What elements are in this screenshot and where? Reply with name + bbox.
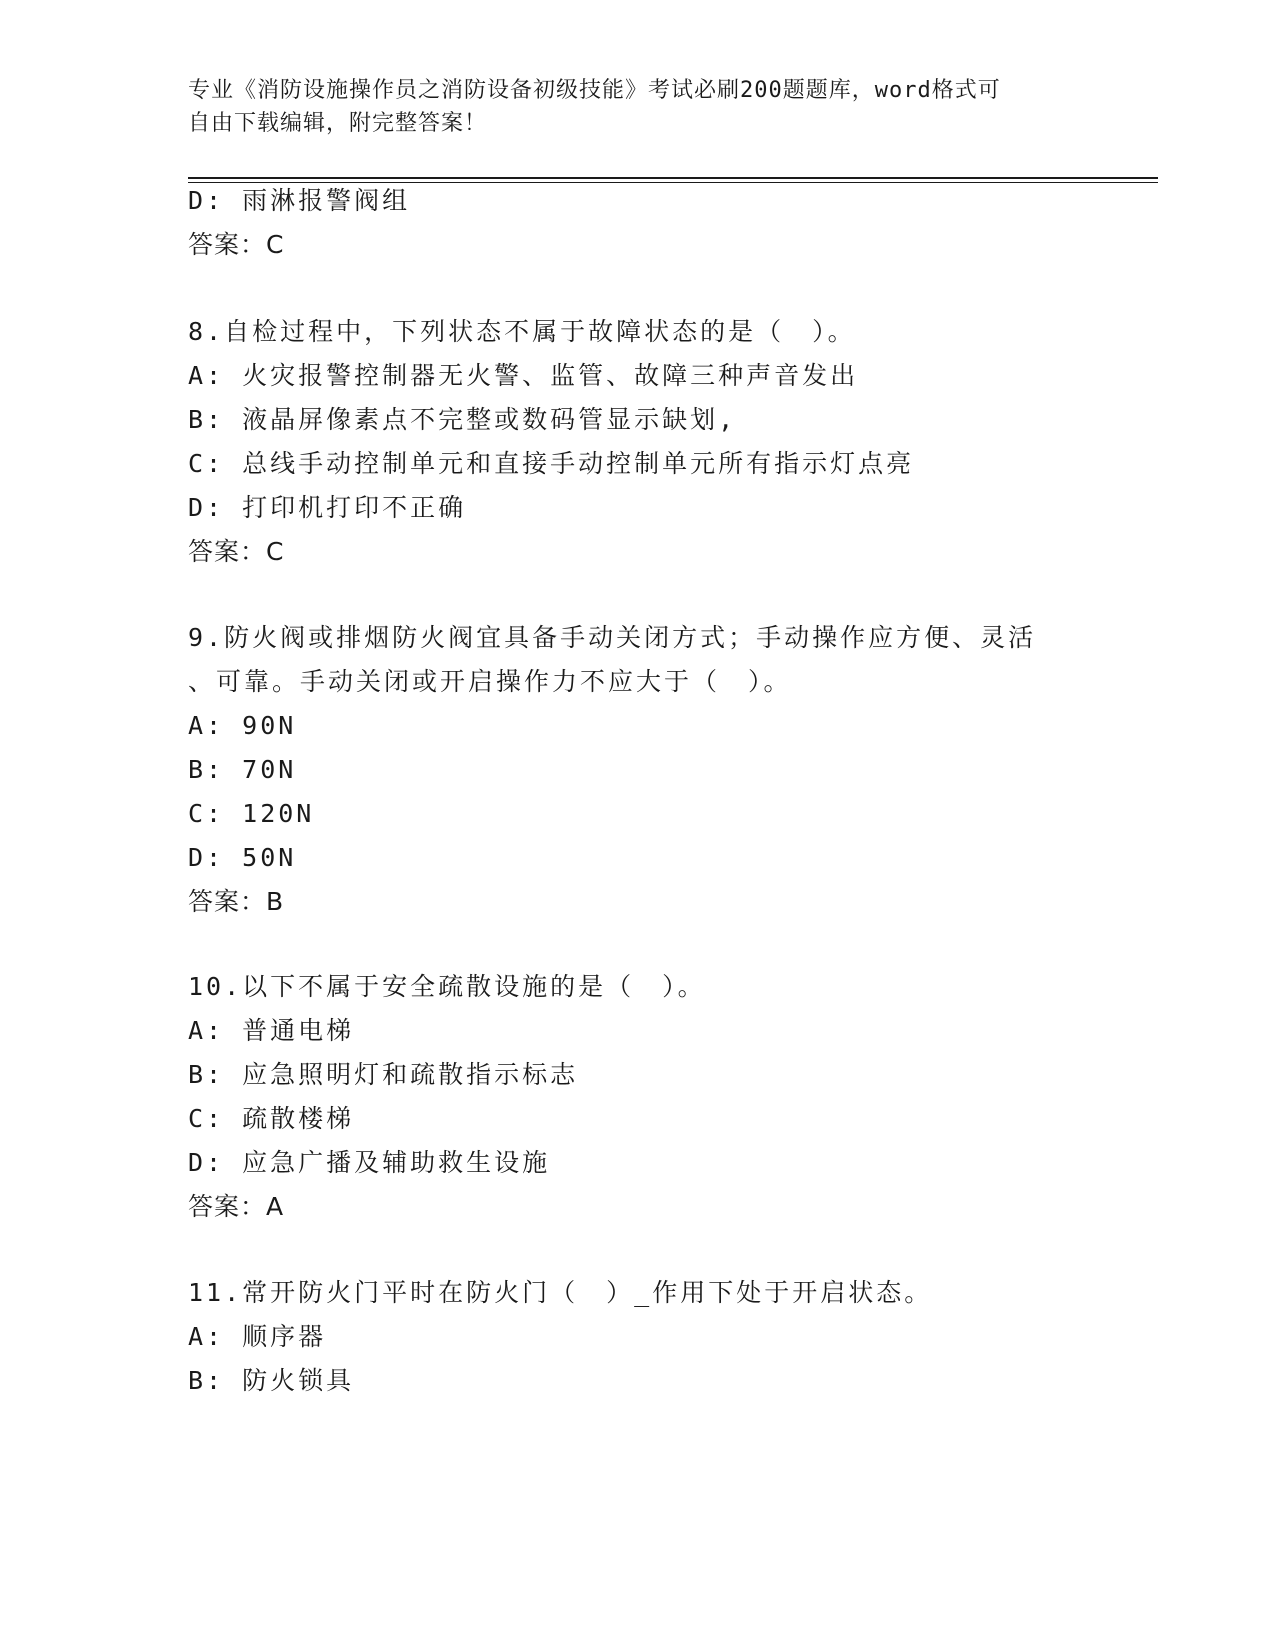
q9-answer: 答案：B — [188, 887, 285, 916]
q10-option-d: D: 应急广播及辅助救生设施 — [188, 1148, 551, 1177]
q8-answer: 答案：C — [188, 537, 285, 566]
q8-option-b: B: 液晶屏像素点不完整或数码管显示缺划, — [188, 405, 737, 434]
q10-option-a: A: 普通电梯 — [188, 1016, 355, 1045]
q8-option-d: D: 打印机打印不正确 — [188, 493, 467, 522]
q10-option-c: C: 疏散楼梯 — [188, 1104, 355, 1133]
q7-option-d: D: 雨淋报警阀组 — [188, 186, 411, 215]
header-line-1: 专业《消防设施操作员之消防设备初级技能》考试必刷200题题库，word格式可 — [188, 78, 1001, 103]
header-divider-thick — [188, 177, 1158, 179]
header-line-2: 自由下载编辑，附完整答案！ — [188, 111, 488, 136]
q11-option-b: B: 防火锁具 — [188, 1366, 355, 1395]
q9-option-b: B: 70N — [188, 755, 297, 784]
q9-option-a: A: 90N — [188, 711, 297, 740]
q9-question-line-2: 、可靠。手动关闭或开启操作力不应大于（ ）。 — [188, 667, 792, 696]
q7-answer: 答案：C — [188, 230, 285, 259]
q8-option-a: A: 火灾报警控制器无火警、监管、故障三种声音发出 — [188, 361, 859, 390]
q10-question: 10.以下不属于安全疏散设施的是（ ）。 — [188, 972, 706, 1001]
q10-option-b: B: 应急照明灯和疏散指示标志 — [188, 1060, 579, 1089]
q9-option-c: C: 120N — [188, 799, 315, 828]
q11-option-a: A: 顺序器 — [188, 1322, 327, 1351]
q8-option-c: C: 总线手动控制单元和直接手动控制单元所有指示灯点亮 — [188, 449, 915, 478]
q8-question: 8.自检过程中，下列状态不属于故障状态的是（ ）。 — [188, 317, 856, 346]
q11-question: 11.常开防火门平时在防火门（ ）_作用下处于开启状态。 — [188, 1278, 933, 1307]
q10-answer: 答案：A — [188, 1192, 285, 1221]
header-divider-thin — [188, 182, 1158, 183]
document-header — [188, 74, 1068, 140]
q9-option-d: D: 50N — [188, 843, 297, 872]
q9-question-line-1: 9.防火阀或排烟防火阀宜具备手动关闭方式；手动操作应方便、灵活 — [188, 623, 1037, 652]
